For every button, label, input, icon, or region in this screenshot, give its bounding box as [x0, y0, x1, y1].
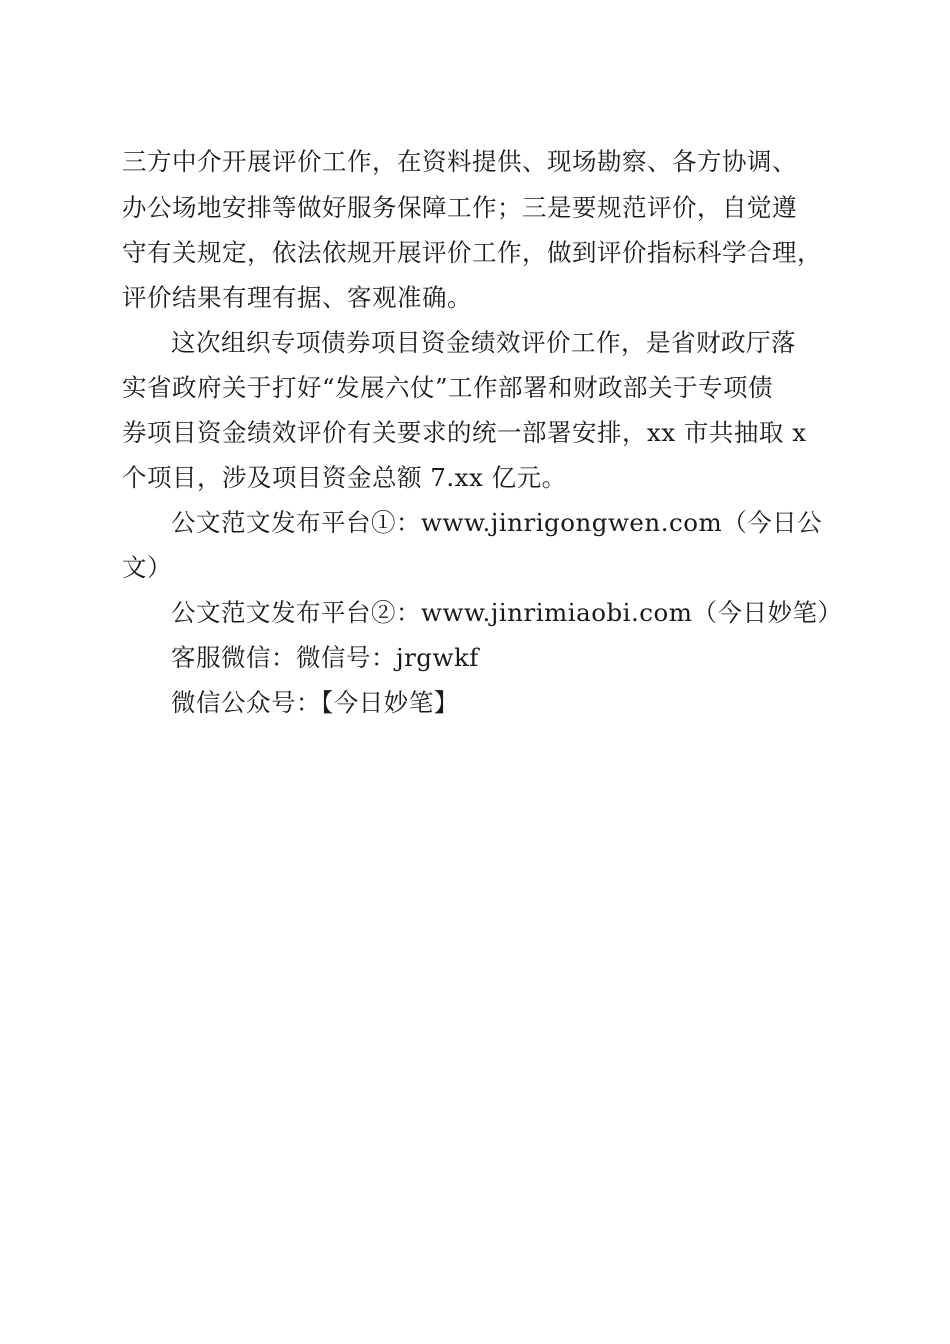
paragraph-2-line-4: 个项目，涉及项目资金总额 7.xx 亿元。 — [122, 463, 567, 492]
paragraph-2-line-2: 实省政府关于打好“发展六仗”工作部署和财政部关于专项债 — [122, 373, 774, 402]
platform-2-line: 公文范文发布平台②：www.jinrimiaobi.com（今日妙笔） — [171, 598, 843, 627]
platform-1-line-2: 文） — [122, 553, 172, 582]
paragraph-2-line-3: 券项目资金绩效评价有关要求的统一部署安排，xx 市共抽取 x — [122, 418, 807, 447]
customer-service-line: 客服微信：微信号：jrgwkf — [171, 643, 479, 672]
paragraph-1-line-1: 三方中介开展评价工作，在资料提供、现场勘察、各方协调、 — [122, 147, 797, 176]
platform-1-line-1: 公文范文发布平台①：www.jinrigongwen.com（今日公 — [171, 508, 823, 537]
official-account-line: 微信公众号：【今日妙笔】 — [171, 688, 459, 717]
paragraph-1-line-4: 评价结果有理有据、客观准确。 — [122, 283, 472, 312]
paragraph-1-line-3: 守有关规定，依法依规开展评价工作，做到评价指标科学合理， — [122, 238, 822, 267]
paragraph-1-line-2: 办公场地安排等做好服务保障工作；三是要规范评价，自觉遵 — [122, 193, 797, 222]
paragraph-2-line-1: 这次组织专项债券项目资金绩效评价工作，是省财政厅落 — [171, 328, 796, 357]
